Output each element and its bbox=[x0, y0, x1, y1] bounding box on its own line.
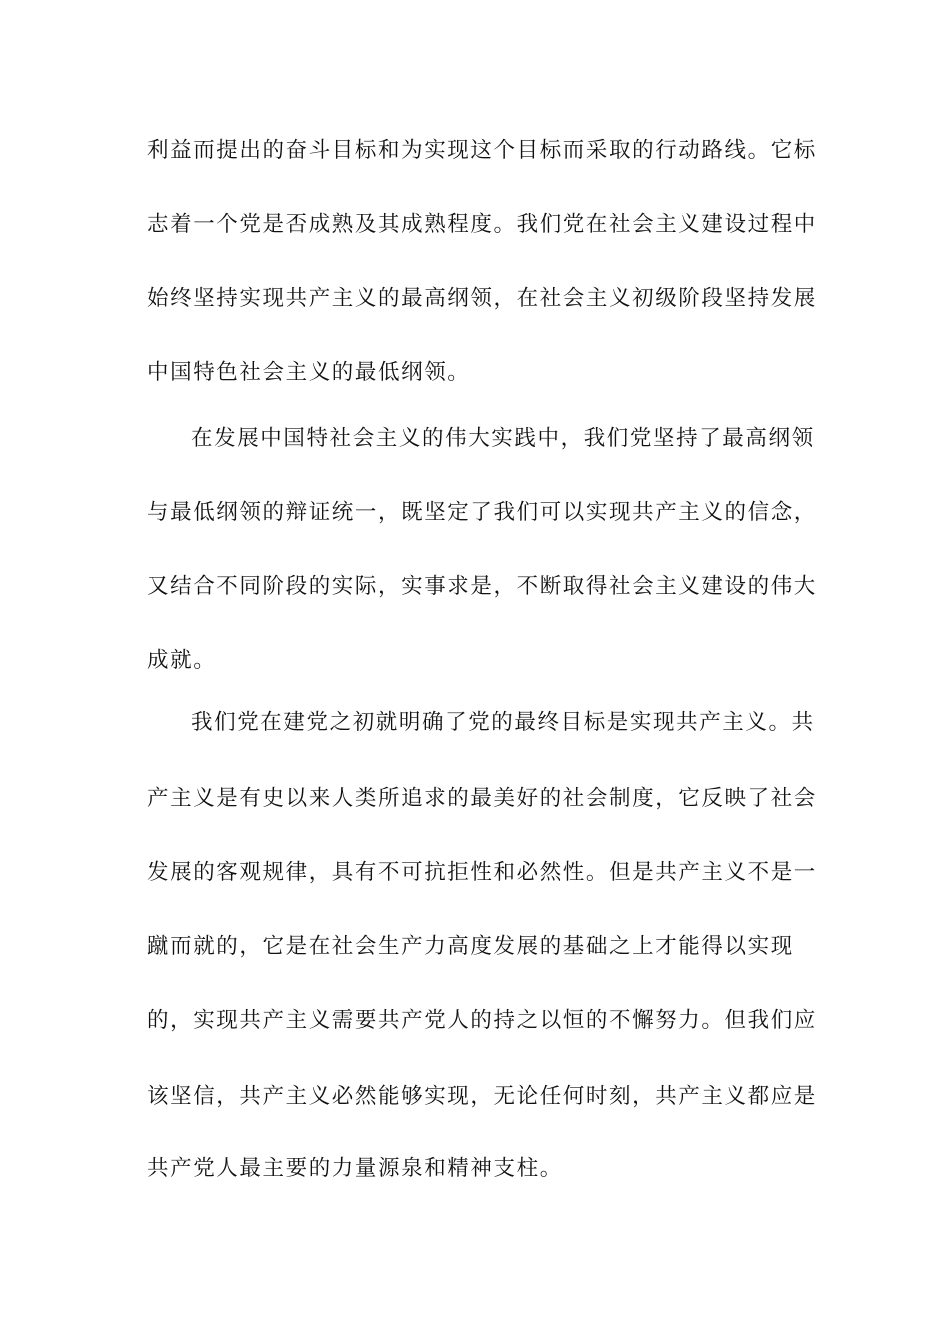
text-line: 产主义是有史以来人类所追求的最美好的社会制度，它反映了社会 bbox=[147, 786, 817, 811]
text-line: 发展的客观规律，具有不可抗拒性和必然性。但是共产主义不是一 bbox=[147, 860, 817, 885]
paragraph-first-line: 我们党在建党之初就明确了党的最终目标是实现共产主义。共 bbox=[191, 710, 815, 735]
text-line: 中国特色社会主义的最低纲领。 bbox=[147, 360, 471, 385]
text-line: 该坚信，共产主义必然能够实现，无论任何时刻，共产主义都应是 bbox=[147, 1084, 817, 1109]
text-line: 志着一个党是否成熟及其成熟程度。我们党在社会主义建设过程中 bbox=[147, 212, 817, 237]
text-line: 与最低纲领的辩证统一，既坚定了我们可以实现共产主义的信念， bbox=[147, 500, 817, 525]
text-line: 蹴而就的，它是在社会生产力高度发展的基础之上才能得以实现 bbox=[147, 934, 794, 959]
text-line: 成就。 bbox=[147, 648, 217, 673]
text-line: 又结合不同阶段的实际，实事求是，不断取得社会主义建设的伟大 bbox=[147, 574, 817, 599]
text-line: 共产党人最主要的力量源泉和精神支柱。 bbox=[147, 1156, 563, 1181]
text-line: 的，实现共产主义需要共产党人的持之以恒的不懈努力。但我们应 bbox=[147, 1008, 817, 1033]
text-line: 始终坚持实现共产主义的最高纲领，在社会主义初级阶段坚持发展 bbox=[147, 286, 817, 311]
text-line: 利益而提出的奋斗目标和为实现这个目标而采取的行动路线。它标 bbox=[147, 138, 817, 163]
paragraph-first-line: 在发展中国特社会主义的伟大实践中，我们党坚持了最高纲领 bbox=[191, 426, 815, 451]
